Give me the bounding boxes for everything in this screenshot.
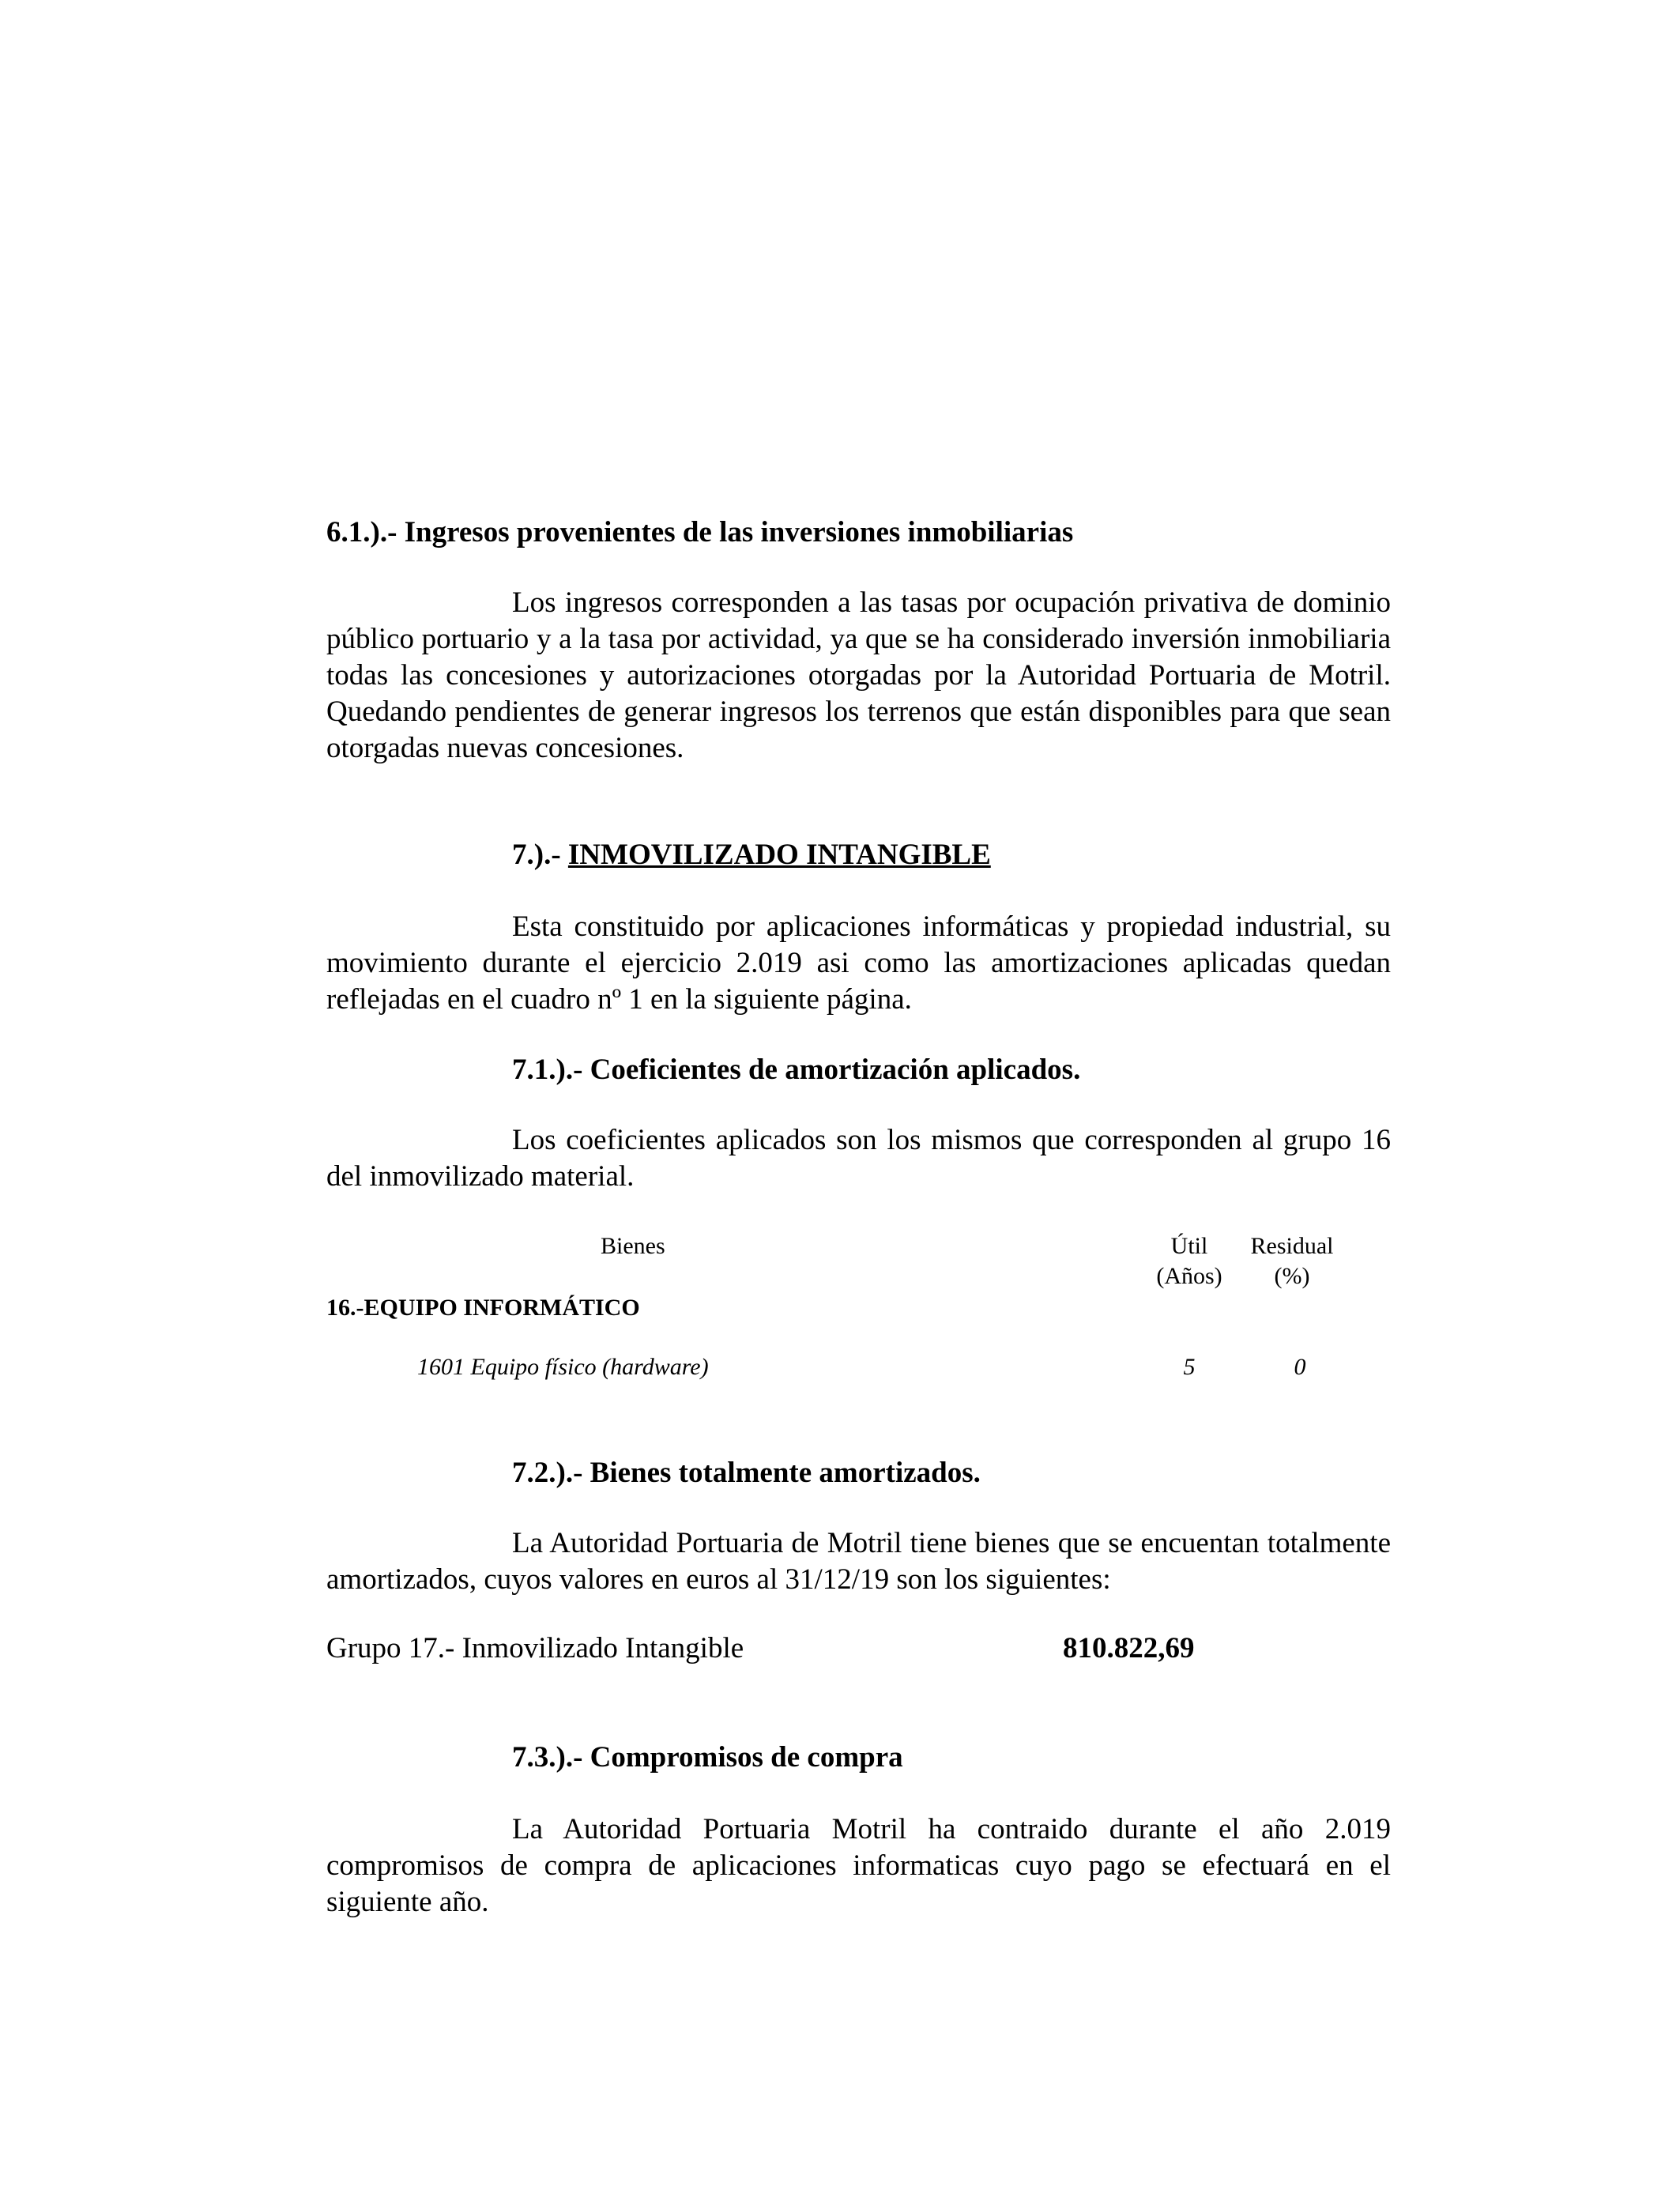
group-17-label: Grupo 17.- Inmovilizado Intangible [326, 1632, 744, 1664]
section-7-1-paragraph: Los coeficientes aplicados son los mismos que corresponden al grupo 16 del inmovilizado material. [326, 1124, 1391, 1193]
table-group-label: 16.-EQUIPO INFORMÁTICO [326, 1295, 640, 1321]
section-7-2-paragraph: La Autoridad Portuaria de Motril tiene bienes que se encuentan totalmente amortizados, cuyos valores en euros al 31/12/19 son los siguientes: [326, 1527, 1391, 1596]
section-6-1-paragraph: Los ingresos corresponden a las tasas por ocupación privativa de dominio público portuario y a la tasa por actividad, ya que se ha considerado inversión inmobiliaria todas las concesiones y autorizaciones otorgadas por la Autoridad Portuaria de Motril. Quedando pendientes de generar ingresos los terrenos que están disponibles para que sean otorgadas nuevas concesiones. [326, 586, 1391, 764]
section-7-3-paragraph: La Autoridad Portuaria Motril ha contraido durante el año 2.019 compromisos de compra de aplicaciones informaticas cuyo pago se efectuará en el siguiente año. [326, 1813, 1391, 1918]
section-7-title: INMOVILIZADO INTANGIBLE [567, 839, 991, 871]
table-row-item: 1601 Equipo físico (hardware) [417, 1354, 709, 1380]
group-17-value: 810.822,69 [1063, 1632, 1195, 1664]
table-header-util [1138, 1231, 1241, 1291]
table-header-util-line1: Útil [1170, 1233, 1208, 1259]
table-row-residual: 0 [1294, 1354, 1306, 1380]
table-header-bienes: Bienes [601, 1233, 665, 1259]
table-row-util: 5 [1183, 1354, 1196, 1380]
table-header-util-line2: (Años) [1156, 1263, 1222, 1289]
section-7-2-heading: 7.2.).- Bienes totalmente amortizados. [512, 1457, 981, 1489]
section-7-3-heading: 7.3.).- Compromisos de compra [512, 1741, 903, 1774]
table-header-residual-line2: (%) [1274, 1263, 1310, 1289]
section-7-heading [512, 838, 991, 873]
table-header-residual [1241, 1231, 1343, 1291]
section-6-1-heading: 6.1.).- Ingresos provenientes de las inversiones inmobiliarias [326, 516, 1074, 548]
section-7-paragraph: Esta constituido por aplicaciones informáticas y propiedad industrial, su movimiento durante el ejercicio 2.019 asi como las amortizaciones aplicadas quedan reflejadas en el cuadro nº 1 en la siguiente página. [326, 910, 1391, 1016]
table-header-residual-line1: Residual [1250, 1233, 1334, 1259]
section-7-number: 7.).- [512, 839, 568, 871]
section-7-1-heading: 7.1.).- Coeficientes de amortización aplicados. [512, 1054, 1081, 1086]
